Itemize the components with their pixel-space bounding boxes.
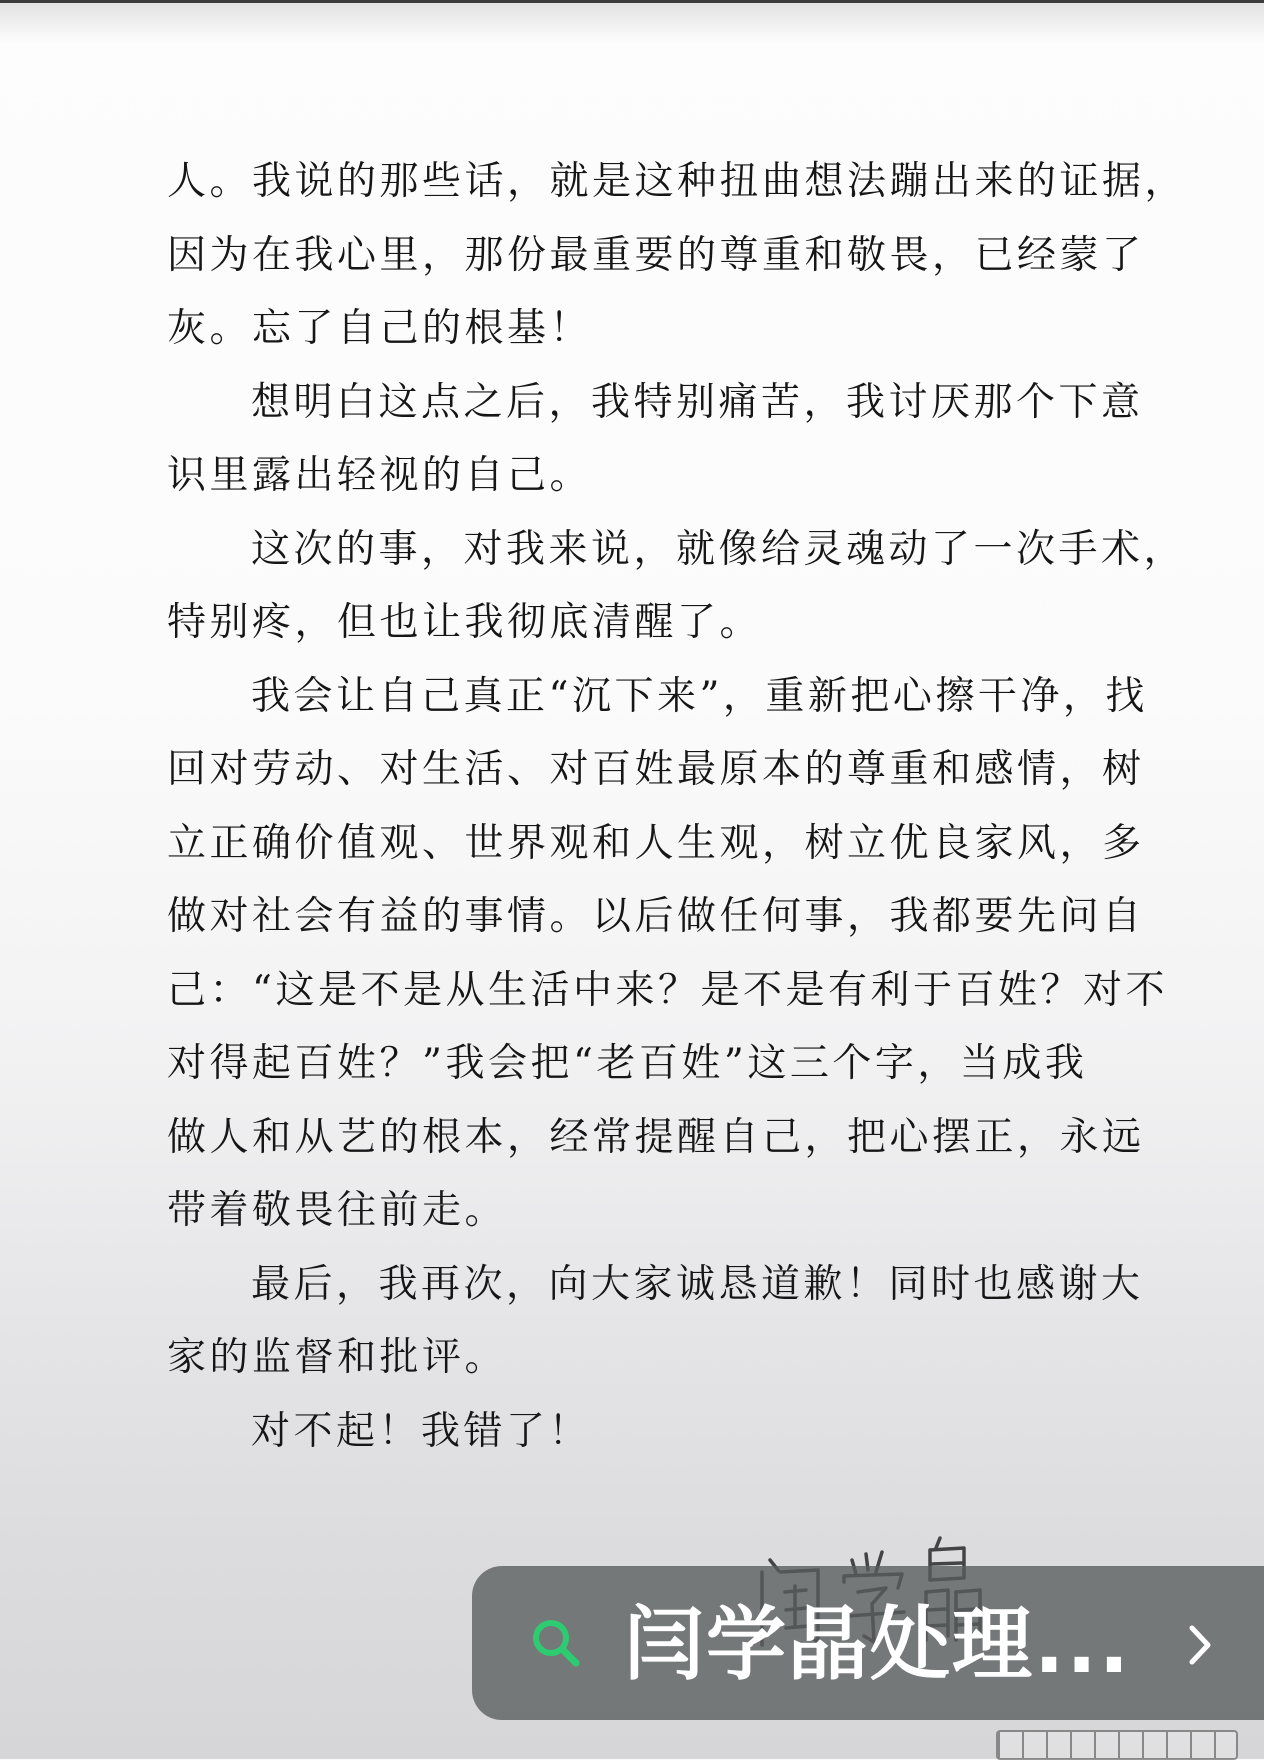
letter-paragraph bbox=[167, 660, 1167, 1248]
letter-line: 家的监督和批评。 bbox=[167, 1335, 508, 1380]
top-shadow bbox=[0, 3, 1264, 43]
letter-line: 人。我说的那些话，就是这种扭曲想法蹦出来的证据， bbox=[167, 159, 1188, 204]
letter-line: 灰。忘了自己的根基！ bbox=[167, 306, 593, 351]
letter-paragraph bbox=[167, 513, 1187, 660]
letter-line: 做对社会有益的事情。以后做任何事，我都要先问自 bbox=[167, 894, 1145, 939]
search-icon[interactable] bbox=[530, 1617, 582, 1669]
chevron-right-icon[interactable] bbox=[1180, 1620, 1220, 1670]
letter-line: 想明白这点之后，我特别痛苦，我讨厌那个下意 bbox=[251, 379, 1144, 425]
letter-paragraph bbox=[167, 366, 1167, 513]
letter-line: 对得起百姓？”我会把“老百姓”这三个字，当成我 bbox=[167, 1041, 1088, 1086]
letter-line: 立正确价值观、世界观和人生观，树立优良家风，多 bbox=[167, 820, 1145, 866]
letter-line: 这次的事，对我来说，就像给灵魂动了一次手术， bbox=[251, 526, 1187, 572]
letter-line: 回对劳动、对生活、对百姓最原本的尊重和感情，树 bbox=[167, 747, 1145, 792]
letter-line: 己：“这是不是从生活中来？是不是有利于百姓？对不 bbox=[167, 967, 1168, 1013]
letter-line: 最后，我再次，向大家诚恳道歉！同时也感谢大 bbox=[251, 1261, 1144, 1307]
letter-paragraph bbox=[167, 145, 1188, 366]
search-query-text[interactable]: 闫学晶处理... bbox=[624, 1598, 1132, 1691]
letter-line: 我会让自己真正“沉下来”，重新把心擦干净，找 bbox=[251, 673, 1148, 719]
letter-line: 识里露出轻视的自己。 bbox=[167, 453, 593, 498]
letter-line: 对不起！我错了！ bbox=[251, 1408, 592, 1454]
letter-paragraph bbox=[167, 1395, 1167, 1469]
letter-line: 特别疼，但也让我彻底清醒了。 bbox=[167, 600, 763, 645]
letter-body bbox=[167, 145, 1188, 1468]
page-scroll-indicator bbox=[996, 1730, 1238, 1760]
letter-line: 因为在我心里，那份最重要的尊重和敬畏，已经蒙了 bbox=[167, 232, 1145, 278]
letter-paragraph bbox=[167, 1248, 1167, 1395]
letter-line: 做人和从艺的根本，经常提醒自己，把心摆正，永远 bbox=[167, 1114, 1145, 1160]
letter-line: 带着敬畏往前走。 bbox=[167, 1188, 508, 1233]
